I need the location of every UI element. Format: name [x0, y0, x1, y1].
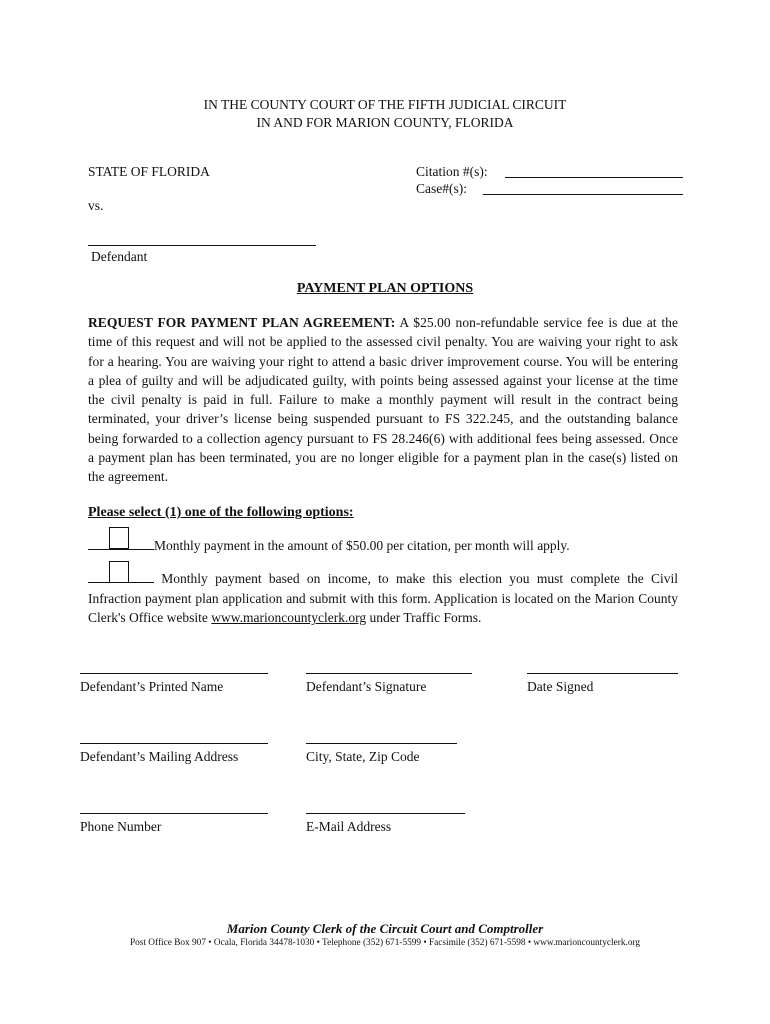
- signature-label: Defendant’s Signature: [306, 679, 427, 694]
- date-signed-line[interactable]: [527, 673, 678, 674]
- case-field: [416, 181, 467, 197]
- citation-label: Citation #(s):: [416, 164, 488, 179]
- option-2-row: [88, 569, 678, 628]
- option-2-text: Monthly payment based on income, to make this election you must complete the Civil Infraction payment plan application and submit with this form. Application is located on the Marion County Clerk's Office website: [88, 571, 678, 626]
- options-heading: Please select (1) one of the following options:: [88, 505, 354, 520]
- case-label: Case#(s):: [416, 181, 467, 196]
- option-1-text: Monthly payment in the amount of $50.00 per citation, per month will apply.: [154, 538, 570, 553]
- signature-line[interactable]: [306, 673, 472, 674]
- court-header-line1: IN THE COUNTY COURT OF THE FIFTH JUDICIAL CIRCUIT: [203, 97, 567, 112]
- mailing-address-line[interactable]: [80, 743, 268, 744]
- case-input-line[interactable]: [483, 194, 683, 195]
- option-2-text-end: under Traffic Forms.: [366, 610, 482, 626]
- option-1-checkbox[interactable]: [109, 527, 129, 549]
- city-state-zip-line[interactable]: [306, 743, 457, 744]
- request-body: A $25.00 non-refundable service fee is due at the time of this request and will not be applied to the assessed civil penalty. You are waiving your right to ask for a hearing. You are waiving your right to attend a basic driver improvement course. You will be entering a plea of guilty and will be adjudicated guilty, with points being assessed against your license at the time the civil penalty is paid in full. Failure to make a monthly payment will result in the contract being terminated, your driver’s license being suspended pursuant to FS 322.245, and the outstanding balance being forwarded to a collection agency pursuant to FS 28.246(6) with additional fees being assessed. Once a payment plan has been terminated, you are no longer eligible for a payment plan in the case(s) listed on the agreement.: [88, 315, 678, 485]
- phone-line[interactable]: [80, 813, 268, 814]
- mailing-address-label: Defendant’s Mailing Address: [80, 749, 239, 764]
- clerk-website-link[interactable]: www.marioncountyclerk.org: [211, 610, 367, 626]
- citation-input-line[interactable]: [505, 177, 683, 178]
- defendant-label: Defendant: [91, 249, 148, 264]
- footer-title: Marion County Clerk of the Circuit Court and Comptroller: [226, 921, 544, 936]
- phone-label: Phone Number: [80, 819, 162, 834]
- city-state-zip-label: City, State, Zip Code: [306, 749, 420, 764]
- request-heading: REQUEST FOR PAYMENT PLAN AGREEMENT:: [88, 315, 396, 330]
- printed-name-line[interactable]: [80, 673, 268, 674]
- court-header-line2: IN AND FOR MARION COUNTY, FLORIDA: [256, 115, 514, 130]
- court-header: [0, 96, 770, 132]
- printed-name-label: Defendant’s Printed Name: [80, 679, 224, 694]
- date-signed-label: Date Signed: [527, 679, 594, 694]
- option-1-row: [88, 536, 688, 556]
- option-2-checkbox[interactable]: [109, 561, 129, 583]
- citation-field: [416, 164, 488, 180]
- vs-label: vs.: [88, 198, 104, 213]
- defendant-name-line[interactable]: [88, 245, 316, 246]
- request-paragraph: [88, 313, 678, 487]
- state-label: STATE OF FLORIDA: [88, 164, 210, 179]
- footer-address: Post Office Box 907 • Ocala, Florida 34478-1030 • Telephone (352) 671-5599 • Facsimile (352) 671-5598 • www.marioncountyclerk.org: [129, 938, 641, 948]
- email-line[interactable]: [306, 813, 465, 814]
- email-label: E-Mail Address: [306, 819, 392, 834]
- page-title: PAYMENT PLAN OPTIONS: [296, 281, 474, 296]
